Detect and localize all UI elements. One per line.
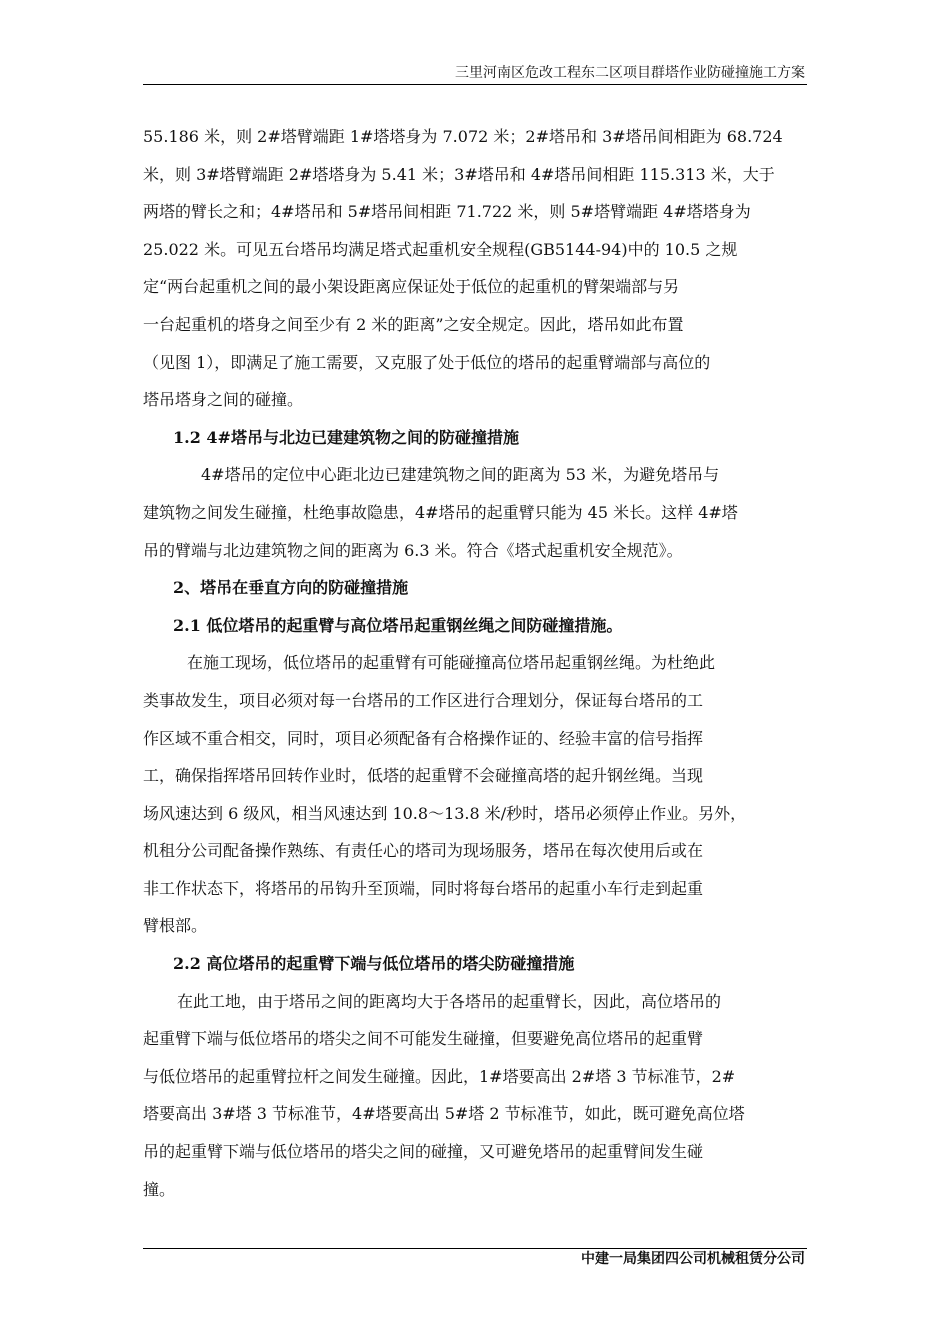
- footer-rule: [143, 1248, 807, 1249]
- paragraph-line: 类事故发生，项目必须对每一台塔吊的工作区进行合理划分，保证每台塔吊的工: [143, 690, 704, 710]
- paragraph-line: 撞。: [143, 1179, 176, 1199]
- paragraph-line: 吊的起重臂下端与低位塔吊的塔尖之间的碰撞，又可避免塔吊的起重臂间发生碰: [143, 1142, 704, 1162]
- section-heading: 2.2 高位塔吊的起重臂下端与低位塔吊的塔尖防碰撞措施: [173, 954, 575, 974]
- document-body: [143, 118, 807, 1208]
- page-footer-company: 中建一局集团四公司机械租赁分公司: [581, 1251, 805, 1267]
- paragraph-line: 一台起重机的塔身之间至少有 2 米的距离”之安全规定。因此，塔吊如此布置: [143, 314, 684, 334]
- section-heading: 2、塔吊在垂直方向的防碰撞措施: [173, 578, 409, 598]
- paragraph-line: 起重臂下端与低位塔吊的塔尖之间不可能发生碰撞，但要避免高位塔吊的起重臂: [143, 1029, 704, 1049]
- paragraph-line: （见图 1），即满足了施工需要，又克服了处于低位的塔吊的起重臂端部与高位的: [143, 352, 711, 372]
- section-heading: 1.2 4#塔吊与北边已建建筑物之间的防碰撞措施: [173, 427, 519, 447]
- paragraph-line: 臂根部。: [143, 916, 208, 936]
- paragraph-line: 在此工地，由于塔吊之间的距离均大于各塔吊的起重臂长，因此，高位塔吊的: [177, 991, 722, 1011]
- paragraph-line: 55.186 米，则 2#塔臂端距 1#塔塔身为 7.072 米；2#塔吊和 3#塔吊间相距为 68.724: [143, 127, 783, 146]
- paragraph-line: 25.022 米。可见五台塔吊均满足塔式起重机安全规程(GB5144-94)中的 10.5 之规: [143, 239, 738, 259]
- paragraph-line: 非工作状态下，将塔吊的吊钩升至顶端，同时将每台塔吊的起重小车行走到起重: [143, 878, 704, 898]
- paragraph-line: 场风速达到 6 级风，相当风速达到 10.8～13.8 米/秒时，塔吊必须停止作业。另外，: [143, 803, 747, 823]
- paragraph-line: 作区域不重合相交，同时，项目必须配备有合格操作证的、经验丰富的信号指挥: [143, 728, 704, 748]
- paragraph-line: 吊的臂端与北边建筑物之间的距离为 6.3 米。符合《塔式起重机安全规范》。: [143, 540, 683, 560]
- paragraph-line: 在施工现场，低位塔吊的起重臂有可能碰撞高位塔吊起重钢丝绳。为杜绝此: [187, 653, 716, 673]
- paragraph-line: 两塔的臂长之和；4#塔吊和 5#塔吊间相距 71.722 米，则 5#塔臂端距 4#塔塔身为: [143, 202, 751, 222]
- paragraph-line: 与低位塔吊的起重臂拉杆之间发生碰撞。因此，1#塔要高出 2#塔 3 节标准节，2#: [143, 1066, 736, 1086]
- section-heading: 2.1 低位塔吊的起重臂与高位塔吊起重钢丝绳之间防碰撞措施。: [173, 615, 623, 635]
- paragraph-line: 塔吊塔身之间的碰撞。: [143, 390, 304, 410]
- paragraph-line: 机租分公司配备操作熟练、有责任心的塔司为现场服务，塔吊在每次使用后或在: [143, 841, 704, 861]
- page-header-title: 三里河南区危改工程东二区项目群塔作业防碰撞施工方案: [455, 65, 805, 81]
- paragraph-line: 建筑物之间发生碰撞，杜绝事故隐患，4#塔吊的起重臂只能为 45 米长。这样 4#塔: [143, 502, 738, 522]
- paragraph-line: 米，则 3#塔臂端距 2#塔塔身为 5.41 米；3#塔吊和 4#塔吊间相距 115.313 米，大于: [143, 164, 775, 184]
- header-rule: [143, 84, 807, 85]
- paragraph-line: 塔要高出 3#塔 3 节标准节，4#塔要高出 5#塔 2 节标准节，如此，既可避免高位塔: [143, 1104, 745, 1124]
- paragraph-line: 工，确保指挥塔吊回转作业时，低塔的起重臂不会碰撞高塔的起升钢丝绳。当现: [143, 766, 704, 786]
- paragraph-line: 4#塔吊的定位中心距北边已建建筑物之间的距离为 53 米，为避免塔吊与: [201, 465, 720, 485]
- paragraph-line: 定“两台起重机之间的最小架设距离应保证处于低位的起重机的臂架端部与另: [143, 277, 680, 297]
